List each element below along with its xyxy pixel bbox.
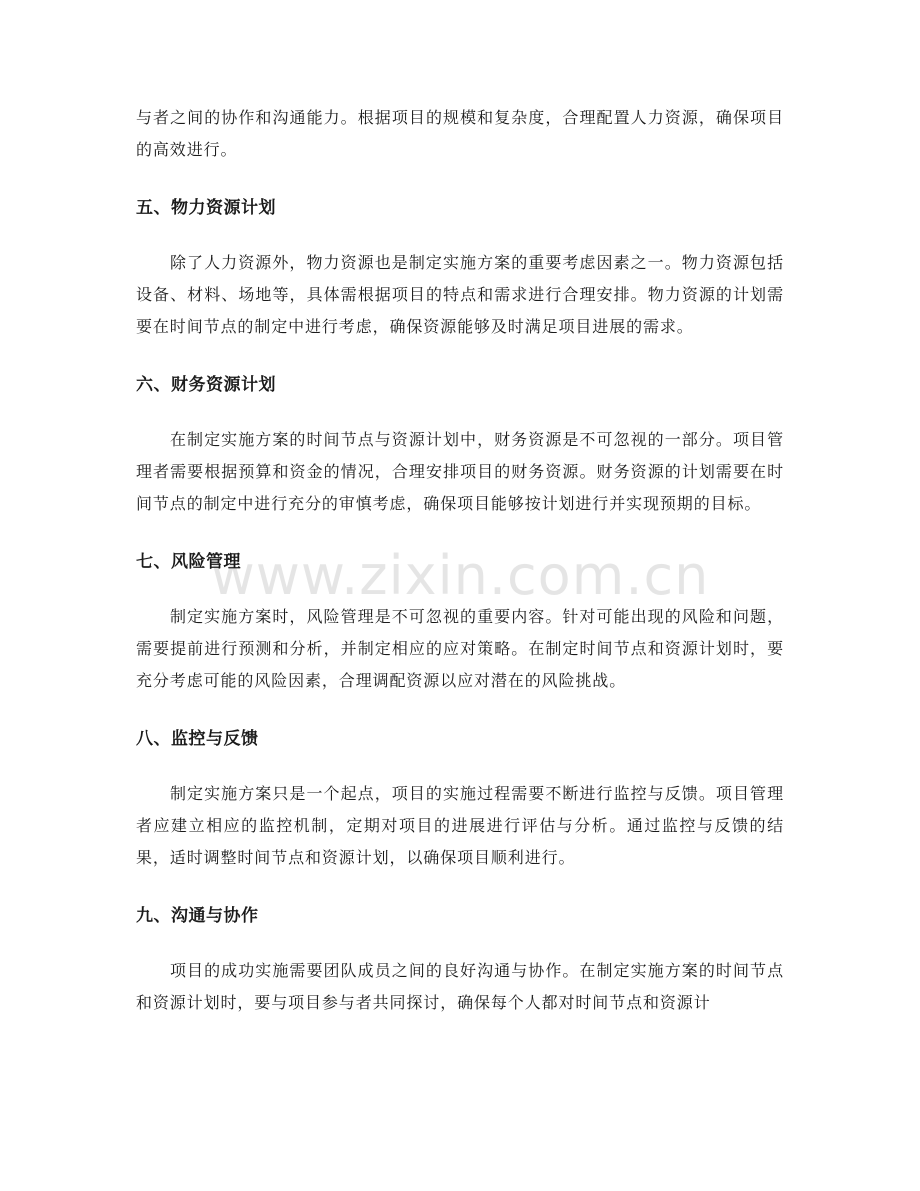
section-body-8: 制定实施方案只是一个起点，项目的实施过程需要不断进行监控与反馈。项目管理者应建立相应的监控机制，定期对项目的进展进行评估与分析。通过监控与反馈的结果，适时调整时间节点和资源计划，以确保项目顺利进行。 — [136, 784, 784, 867]
watermark: www.zixin.com.cn — [210, 544, 710, 607]
section-body-7: 制定实施方案时，风险管理是不可忽视的重要内容。针对可能出现的风险和问题，需要提前进行预测和分析，并制定相应的应对策略。在制定时间节点和资源计划时，要充分考虑可能的风险因素，合理调配资源以应对潜在的风险挑战。 — [136, 607, 784, 690]
section-heading-9: 九、沟通与协作 — [136, 906, 259, 926]
section-body-9: 项目的成功实施需要团队成员之间的良好沟通与协作。在制定实施方案的时间节点和资源计划时，要与项目参与者共同探讨，确保每个人都对时间节点和资源计 — [136, 961, 784, 1012]
section-body-5: 除了人力资源外，物力资源也是制定实施方案的重要考虑因素之一。物力资源包括设备、材料、场地等，具体需根据项目的特点和需求进行合理安排。物力资源的计划需要在时间节点的制定中进行考虑，确保资源能够及时满足项目进展的需求。 — [136, 253, 784, 336]
section-heading-7: 七、风险管理 — [136, 552, 241, 572]
section-heading-6: 六、财务资源计划 — [136, 375, 276, 395]
section-heading-5: 五、物力资源计划 — [136, 198, 276, 218]
section-heading-8: 八、监控与反馈 — [136, 729, 259, 749]
intro-paragraph: 与者之间的协作和沟通能力。根据项目的规模和复杂度，合理配置人力资源，确保项目的高效进行。 — [136, 108, 784, 159]
section-body-6: 在制定实施方案的时间节点与资源计划中，财务资源是不可忽视的一部分。项目管理者需要根据预算和资金的情况，合理安排项目的财务资源。财务资源的计划需要在时间节点的制定中进行充分的审慎考虑，确保项目能够按计划进行并实现预期的目标。 — [136, 430, 784, 513]
document-page — [136, 102, 784, 1019]
